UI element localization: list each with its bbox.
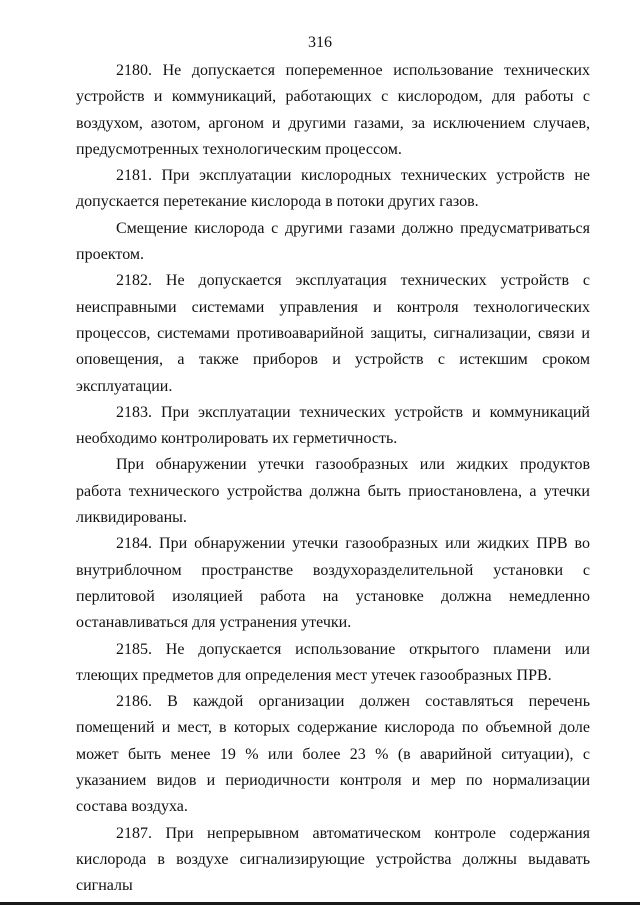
paragraph-2186: 2186. В каждой организации должен составляться перечень помещений и мест, в которых содержание кислорода по объемной доле может быть менее 19 % или более 23 % (в аварийной ситуации), с указанием видов и периодичности контроля и мер по нормализации состава воздуха.	[76, 693, 590, 816]
paragraph-2184: 2184. При обнаружении утечки газообразных или жидких ПРВ во внутриблочном пространстве воздухоразделительной установки с перлитовой изоляцией работа на установке должна немедленно останавливаться для устранения утечки.	[76, 535, 590, 632]
paragraph-2183: 2183. При эксплуатации технических устройств и коммуникаций необходимо контролировать их герметичность.	[76, 403, 590, 448]
paragraph-2182: 2182. Не допускается эксплуатация технических устройств с неисправными системами управления и контроля технологических процессов, системами противоаварийной защиты, сигнализации, связи и оповещения, а также приборов и устройств с истекшим сроком эксплуатации.	[76, 272, 590, 395]
paragraph-leak-detection: При обнаружении утечки газообразных или жидких продуктов работа технического устройства должна быть приостановлена, а утечки ликвидированы.	[76, 456, 590, 527]
document-body	[76, 58, 590, 895]
paragraph-2181: 2181. При эксплуатации кислородных технических устройств не допускается перетекание кислорода в потоки других газов.	[76, 167, 590, 211]
paragraph-2187: 2187. При непрерывном автоматическом контроле содержания кислорода в воздухе сигнализирующие устройства должны выдавать сигналы	[76, 824, 590, 895]
paragraph-2180: 2180. Не допускается попеременное использование технических устройств и коммуникаций, работающих с кислородом, для работы с воздухом, азотом, аргоном и другими газами, за исключением случаев, предусмотренных технологическим процессом.	[76, 62, 590, 158]
page-number: 316	[308, 34, 332, 51]
paragraph-oxygen-mixing: Смещение кислорода с другими газами должно предусматриваться проектом.	[76, 219, 590, 264]
paragraph-2185: 2185. Не допускается использование открытого пламени или тлеющих предметов для определения мест утечек газообразных ПРВ.	[76, 640, 590, 684]
